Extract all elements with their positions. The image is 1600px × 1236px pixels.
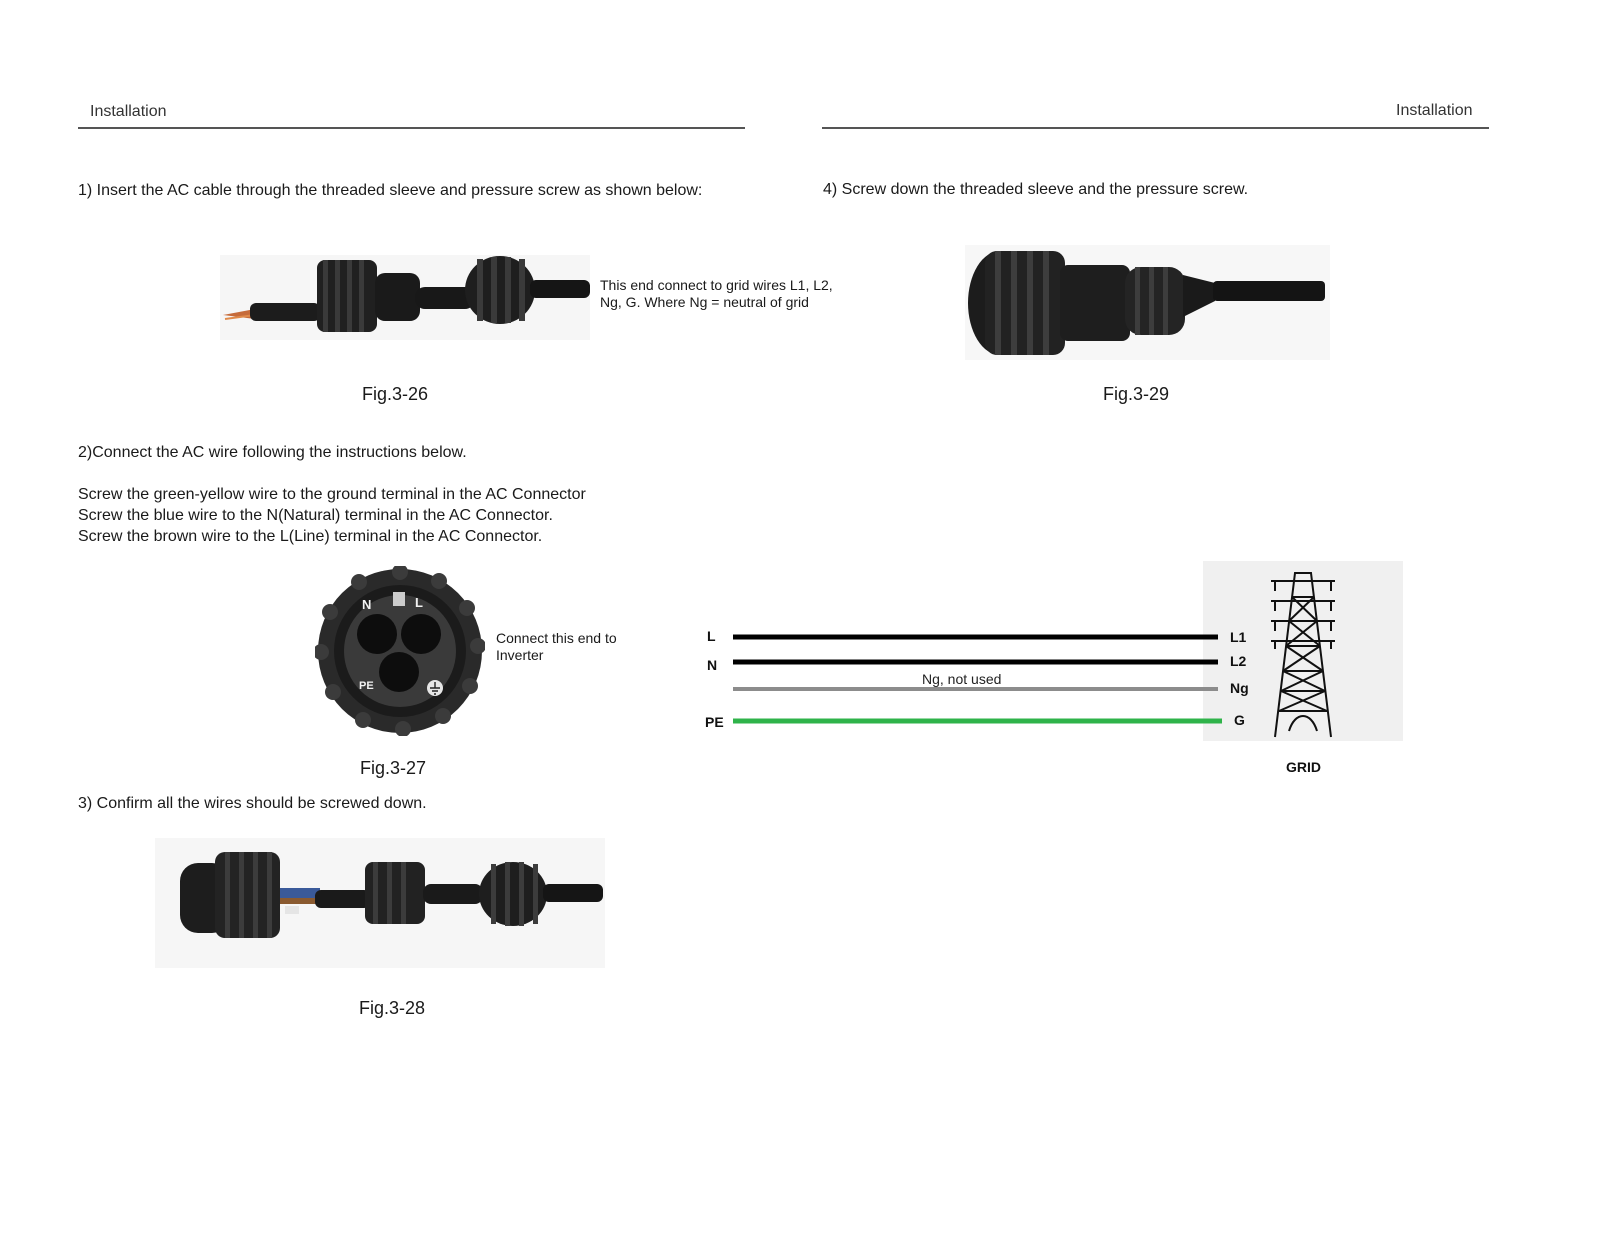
instruction-line: Screw the brown wire to the L(Line) terminal in the AC Connector. — [78, 528, 543, 545]
step3-text: 3) Confirm all the wires should be screwed down. — [78, 795, 427, 812]
right-header-rule — [822, 127, 1489, 129]
fig26-caption: Fig.3-26 — [362, 384, 429, 404]
right-page-header: Installation — [1396, 102, 1473, 119]
fig27-note — [496, 630, 617, 664]
fig29-caption: Fig.3-29 — [1103, 384, 1170, 404]
left-page-header: Installation — [90, 103, 167, 120]
fig26-note-line1: This end connect to grid wires L1, L2, — [600, 277, 833, 293]
fig26-cable-image — [215, 245, 595, 345]
pin-n-label: N — [362, 597, 372, 612]
fig26-note — [600, 277, 833, 311]
fig28-cable-image — [155, 838, 605, 968]
wire-label-l: L — [707, 628, 716, 644]
ng-not-used-note: Ng, not used — [922, 671, 1002, 687]
grid-label-ng: Ng — [1230, 680, 1249, 696]
left-header-rule — [78, 127, 745, 129]
pin-l-label: L — [415, 595, 423, 610]
fig27-caption: Fig.3-27 — [360, 758, 427, 778]
step4-text: 4) Screw down the threaded sleeve and the pressure screw. — [823, 181, 1249, 198]
pin-pe-label: PE — [359, 680, 374, 692]
fig27-note-line1: Connect this end to — [496, 630, 617, 646]
grid-label-l1: L1 — [1230, 629, 1247, 645]
step1-text: 1) Insert the AC cable through the threaded sleeve and pressure screw as shown below: — [78, 182, 703, 199]
instruction-neutral: Screw the blue wire to the N(Natural) terminal in the AC Connector. — [78, 507, 553, 524]
fig26-note-line2: Ng, G. Where Ng = neutral of grid — [600, 294, 809, 310]
step2-text: 2)Connect the AC wire following the instructions below. — [78, 444, 467, 461]
grid-label: GRID — [1286, 759, 1321, 775]
wire-label-n: N — [707, 657, 718, 673]
fig28-caption: Fig.3-28 — [359, 998, 426, 1018]
step2-instructions — [78, 484, 586, 547]
grid-label-g: G — [1234, 712, 1245, 728]
fig29-cable-image — [965, 245, 1330, 360]
wire-label-pe: PE — [705, 714, 724, 730]
fig27-connector-image — [315, 566, 485, 736]
fig27-note-line2: Inverter — [496, 647, 544, 663]
grid-label-l2: L2 — [1230, 653, 1247, 669]
instruction-ground: Screw the green-yellow wire to the ground terminal in the AC Connector — [78, 486, 586, 503]
